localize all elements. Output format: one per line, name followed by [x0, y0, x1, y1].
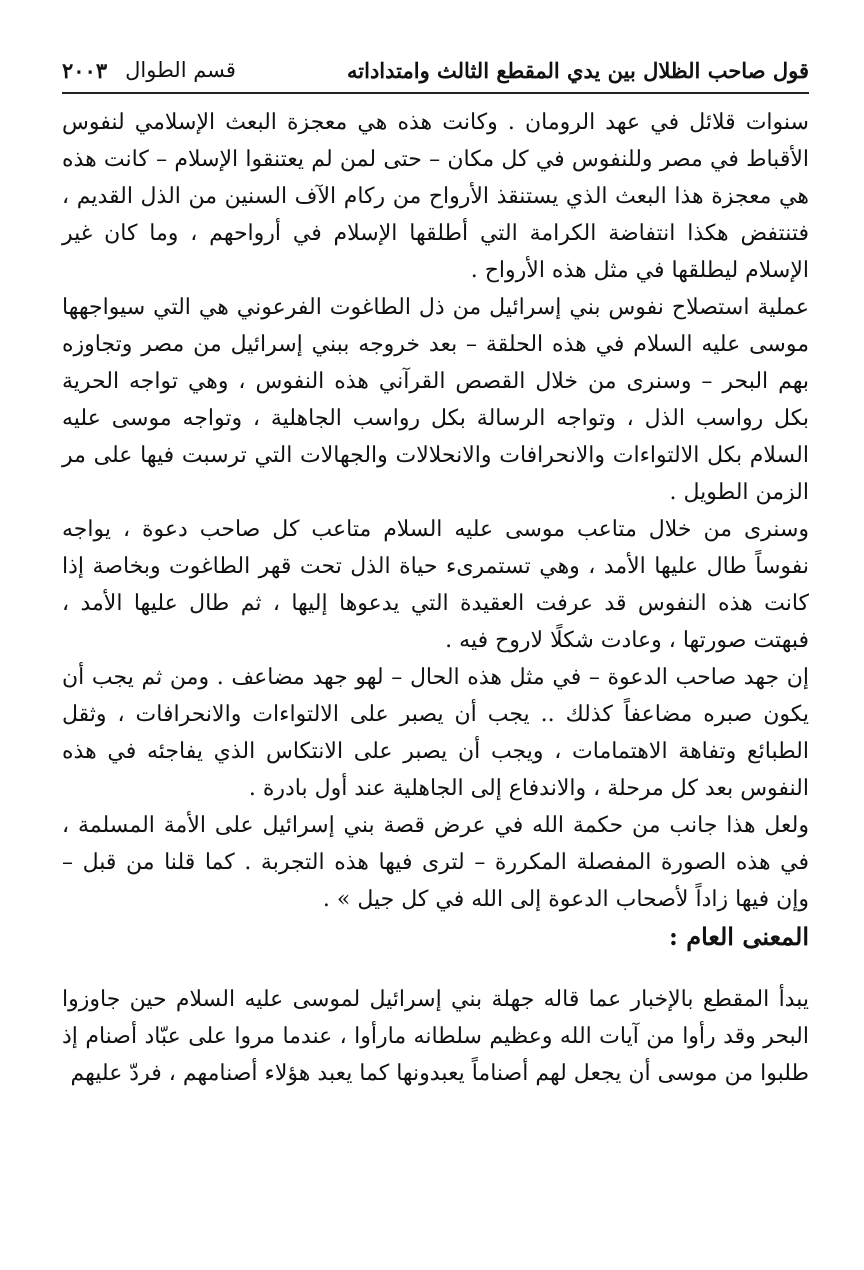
- section-heading: المعنى العام :: [669, 922, 809, 951]
- header-meta: [62, 58, 236, 83]
- paragraph: إن جهد صاحب الدعوة – في مثل هذه الحال – لهو جهد مضاعف . ومن ثم يجب أن يكون صبره مضاعفاً كذلك .. يجب أن يصبر على الالتواءات والانحرافات ، وثقل الطبائع وتفاهة الاهتمامات ، ويجب أن يصبر على الانتكاس الذي يفاجئه في هذه النفوس بعد كل مرحلة ، والاندفاع إلى الجاهلية عند أول بادرة .: [62, 665, 809, 801]
- paragraph: وسنرى من خلال متاعب موسى عليه السلام متاعب كل صاحب دعوة ، يواجه نفوساً طال عليها الأمد ، وهي تستمرىء حياة الذل تحت قهر الطاغوت وبخاصة إذا كانت هذه النفوس قد عرفت العقيدة التي يدعوها إليها ، ثم طال عليها الأمد ، فبهتت صورتها ، وعادت شكلًا لاروح فيه .: [62, 517, 809, 653]
- page-number: ٢٠٠٣: [62, 57, 108, 83]
- header-divider: [62, 92, 809, 94]
- paragraph: ولعل هذا جانب من حكمة الله في عرض قصة بني إسرائيل على الأمة المسلمة ، في هذه الصورة المفصلة المكررة – لترى فيها هذه التجربة . كما قلنا من قبل – وإن فيها زاداً لأصحاب الدعوة إلى الله في كل جيل » .: [62, 813, 809, 912]
- paragraph: يبدأ المقطع بالإخبار عما قاله جهلة بني إسرائيل لموسى عليه السلام حين جاوزوا البحر وقد رأوا من آيات الله وعظيم سلطانه مارأوا ، عندما مروا على عبّاد أصنام إذ طلبوا من موسى أن يجعل لهم أصناماً يعبدونها كما يعبد هؤلاء أصنامهم ، فردّ عليهم: [62, 987, 809, 1086]
- page-body: [62, 104, 809, 1092]
- running-header: [62, 50, 809, 90]
- paragraph: عملية استصلاح نفوس بني إسرائيل من ذل الطاغوت الفرعوني هي التي سيواجهها موسى عليه السلام في هذه الحلقة – بعد خروجه ببني إسرائيل من مصر وتجاوزه بهم البحر – وسنرى من خلال القصص القرآني هذه النفوس ، وهي تواجه الحرية بكل رواسب الذل ، وتواجه الرسالة بكل رواسب الجاهلية ، وتواجه موسى عليه السلام بكل الالتواءات والانحرافات والانحلالات والجهالات التي ترسبت فيها على مر الزمن الطويل .: [62, 295, 809, 505]
- section-name: قسم الطوال: [125, 58, 236, 82]
- chapter-title: قول صاحب الظلال بين يدي المقطع الثالث وامتداداته: [347, 57, 809, 83]
- paragraph: سنوات قلائل في عهد الرومان . وكانت هذه هي معجزة البعث الإسلامي لنفوس الأقباط في مصر وللنفوس في كل مكان – حتى لمن لم يعتنقوا الإسلام – كانت هذه هي معجزة هذا البعث الذي يستنقذ الأرواح من ركام الآف السنين من الذل القديم ، فتنتفض هكذا انتفاضة الكرامة التي أطلقها الإسلام في أرواحهم ، وما كان غير الإسلام ليطلقها في مثل هذه الأرواح .: [62, 110, 809, 283]
